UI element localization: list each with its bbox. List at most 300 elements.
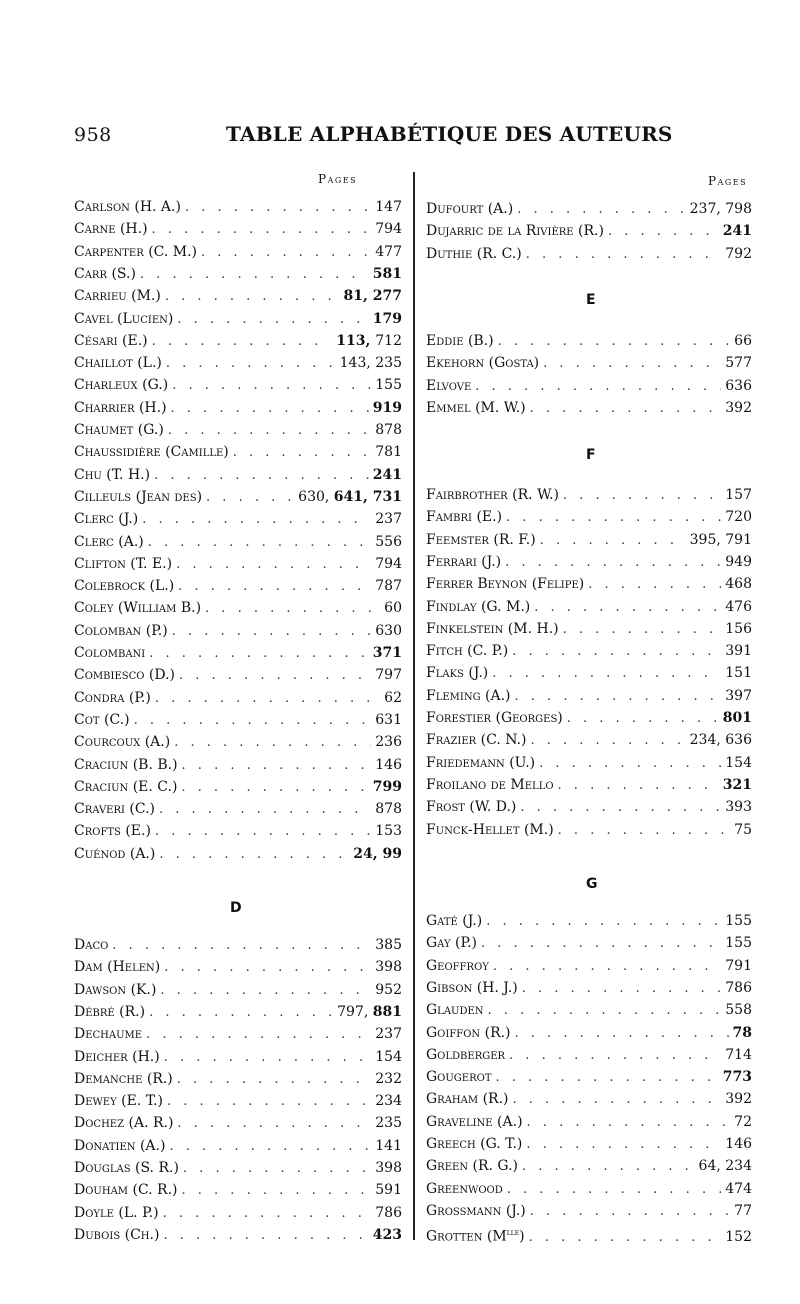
page-ref: 81, — [343, 288, 373, 305]
leader-dots — [507, 1179, 722, 1201]
leader-dots — [201, 242, 371, 264]
page-refs — [375, 664, 402, 686]
index-entry — [74, 374, 402, 396]
author-name: Donatien (A.) — [74, 1137, 166, 1154]
page-ref: 235 — [375, 355, 402, 372]
leader-dots — [496, 1067, 719, 1089]
index-entry — [74, 731, 402, 753]
index-entry — [74, 241, 402, 263]
page-refs — [375, 1068, 402, 1090]
author-name: Finkelstein (M. H.) — [426, 620, 559, 637]
author-name: Clerc (J.) — [74, 511, 139, 528]
index-entry — [426, 529, 752, 551]
index-entry — [74, 1135, 402, 1157]
author-name: Doyle (L. P.) — [74, 1204, 159, 1221]
leader-dots — [112, 935, 371, 957]
index-entry — [426, 1022, 752, 1044]
index-entry — [74, 397, 402, 419]
leader-dots — [522, 1156, 695, 1178]
page-refs — [725, 685, 752, 707]
leader-dots — [142, 509, 371, 531]
page-ref: 773 — [722, 1069, 752, 1086]
page-ref: 630, — [298, 488, 334, 505]
leader-dots — [163, 1225, 368, 1247]
page-ref: 797 — [375, 667, 402, 684]
page-ref: 392 — [725, 399, 752, 416]
leader-dots — [509, 1045, 721, 1067]
page-refs — [375, 419, 402, 441]
author-name: Elvove — [426, 377, 472, 394]
page-refs — [725, 397, 752, 419]
page-refs — [373, 397, 402, 419]
leader-dots — [512, 641, 721, 663]
page-refs — [734, 1111, 752, 1133]
leader-dots — [171, 398, 369, 420]
index-entry — [74, 642, 402, 664]
author-name: Gay (P.) — [426, 935, 478, 952]
leader-dots — [167, 1091, 371, 1113]
page-ref: 393 — [725, 799, 752, 816]
page-refs — [375, 1112, 402, 1134]
page-ref: 468 — [725, 576, 752, 593]
leader-dots — [515, 1023, 729, 1045]
index-entry — [426, 729, 752, 751]
author-name: Demanche (R.) — [74, 1070, 173, 1087]
page-refs — [725, 573, 752, 595]
page-ref: 24, — [353, 845, 383, 862]
author-name: Cilleuls (Jean des) — [74, 488, 203, 505]
page-ref: 878 — [375, 801, 402, 818]
author-name: Frost (W. D.) — [426, 799, 517, 816]
page-refs — [725, 955, 752, 977]
page-refs — [725, 506, 752, 528]
page-refs — [725, 640, 752, 662]
page-ref: 237 — [375, 1026, 402, 1043]
author-name: Funck-Hellet (M.) — [426, 821, 554, 838]
index-entry — [426, 1222, 752, 1244]
index-entry — [426, 397, 752, 419]
page-ref: 72 — [734, 1113, 752, 1130]
author-name: Grotten $(M^{lle})$ — [426, 1228, 525, 1245]
page-ref: 794 — [375, 555, 402, 572]
author-name: Goiffon (R.) — [426, 1024, 511, 1041]
page-ref: 791 — [725, 957, 752, 974]
author-name: Dufourt (A.) — [426, 201, 514, 217]
index-entry — [74, 196, 402, 218]
leader-dots — [155, 688, 380, 710]
author-name: Forestier (Georges) — [426, 710, 563, 726]
page-ref: 397 — [725, 687, 752, 704]
page-ref: 75 — [734, 821, 752, 838]
author-name: Fitch (C. P.) — [426, 643, 509, 660]
leader-dots — [177, 309, 368, 331]
page-ref: 237 — [375, 511, 402, 528]
leader-dots — [177, 1113, 371, 1135]
author-name: Chaumet (G.) — [74, 422, 164, 438]
page-refs — [725, 484, 752, 506]
author-name: Duthie (R. C.) — [426, 245, 522, 262]
index-entry — [74, 597, 402, 619]
index-entry — [74, 1001, 402, 1023]
page-ref: 156 — [725, 620, 752, 637]
page-refs — [375, 553, 402, 575]
leader-dots — [512, 1089, 721, 1111]
index-entry — [74, 798, 402, 820]
page-refs — [375, 1179, 402, 1201]
leader-dots — [178, 576, 371, 598]
index-entry — [426, 596, 752, 618]
index-entry — [74, 1068, 402, 1090]
page-ref: 792 — [725, 245, 752, 262]
leader-dots — [540, 530, 686, 552]
leader-dots — [172, 621, 372, 643]
author-name: Ekehorn (Gosta) — [426, 355, 540, 372]
page-refs — [725, 618, 752, 640]
page-ref: 591 — [375, 1182, 402, 1199]
author-name: Débré (R.) — [74, 1003, 146, 1020]
page-ref: 152 — [725, 1228, 752, 1245]
author-name: Charrier (H.) — [74, 399, 167, 416]
author-name: Dubois (Ch.) — [74, 1226, 160, 1243]
leader-dots — [164, 957, 371, 979]
author-name: Green (R. G.) — [426, 1158, 519, 1175]
author-name: Craciun (B. B.) — [74, 756, 178, 773]
index-entry — [74, 687, 402, 709]
leader-dots — [177, 1069, 371, 1091]
index-entry — [74, 352, 402, 374]
column-divider — [413, 172, 415, 1240]
index-entry — [74, 1046, 402, 1068]
page-ref: 630 — [375, 622, 402, 639]
author-name: Craciun (E. C.) — [74, 778, 178, 795]
page-refs — [375, 754, 402, 776]
page-refs — [725, 1178, 752, 1200]
author-name: Friedemann (U.) — [426, 754, 536, 771]
index-entry — [426, 774, 752, 796]
page-ref: 477 — [375, 243, 402, 260]
index-entry — [74, 1224, 402, 1246]
page-ref: 234, — [689, 732, 726, 749]
page-refs — [725, 352, 752, 374]
page-ref: 147 — [375, 199, 402, 215]
author-name: Gougerot — [426, 1069, 492, 1086]
page-ref: 558 — [725, 1002, 752, 1019]
index-entry — [74, 843, 402, 865]
leader-dots — [506, 507, 721, 529]
left-pages-heading: Pages — [318, 172, 358, 186]
page-ref: 157 — [725, 487, 752, 503]
leader-dots — [154, 465, 369, 487]
author-name: Dam (Helen) — [74, 959, 161, 976]
page-ref: 155 — [725, 913, 752, 929]
page-refs — [723, 774, 752, 796]
author-name: Feemster (R. F.) — [426, 531, 536, 548]
page-refs — [375, 956, 402, 978]
leader-dots — [152, 331, 333, 353]
section-letter-e: E — [586, 292, 596, 308]
leader-dots — [475, 376, 721, 398]
leader-dots — [164, 1047, 372, 1069]
section-letter-f: F — [586, 447, 596, 463]
index-entry — [426, 685, 752, 707]
leader-dots — [515, 686, 722, 708]
page-ref: 712 — [375, 332, 402, 349]
leader-dots — [206, 487, 294, 509]
index-entry — [74, 1090, 402, 1112]
page-ref: 241 — [372, 466, 402, 483]
index-entry — [426, 220, 752, 242]
leader-dots — [182, 1180, 372, 1202]
page-ref: 636 — [725, 732, 752, 749]
leader-dots — [558, 775, 719, 797]
author-name: Dawson (K.) — [74, 981, 157, 998]
leader-dots — [181, 777, 368, 799]
page-ref: 143, — [339, 355, 376, 372]
leader-dots — [488, 1000, 722, 1022]
author-name: Emmel (M. W.) — [426, 399, 526, 416]
page-ref: 791 — [725, 531, 752, 548]
page-ref: 577 — [725, 355, 752, 372]
page-ref: 385 — [375, 937, 402, 953]
leader-dots — [165, 286, 340, 308]
page-refs — [373, 1224, 402, 1246]
index-entry — [74, 441, 402, 463]
author-name: Eddie (B.) — [426, 333, 494, 349]
page-ref: 878 — [375, 422, 402, 438]
page-refs — [375, 1202, 402, 1224]
leader-dots — [486, 911, 721, 933]
page-refs — [725, 551, 752, 573]
section-letter-g: G — [586, 876, 598, 892]
page-ref: 398 — [375, 1160, 402, 1176]
leader-dots — [149, 643, 369, 665]
author-name: Carlson (H. A.) — [74, 199, 181, 215]
page-ref: 64, — [698, 1158, 726, 1175]
leader-dots — [148, 532, 371, 554]
author-name: Cot (C.) — [74, 711, 130, 728]
leader-dots — [517, 199, 685, 221]
page-refs — [344, 285, 402, 307]
page-refs — [375, 620, 402, 642]
leader-dots — [520, 797, 721, 819]
index-entry — [426, 330, 752, 352]
leader-dots — [205, 598, 380, 620]
page-ref: 731 — [372, 488, 402, 505]
author-name: Coley (William B.) — [74, 600, 202, 617]
index-entry — [74, 419, 402, 441]
index-entry — [426, 198, 752, 220]
index-entry — [426, 796, 752, 818]
page-refs — [725, 752, 752, 774]
leader-dots — [539, 753, 721, 775]
page-ref: 154 — [725, 754, 752, 771]
index-entry — [426, 352, 752, 374]
leader-dots — [492, 663, 721, 685]
page-ref: 797, — [337, 1003, 373, 1020]
author-name: Frazier (C. N.) — [426, 732, 527, 749]
page-ref: 786 — [725, 979, 752, 996]
page-ref: 794 — [375, 221, 402, 238]
index-entry — [74, 531, 402, 553]
page-ref: 154 — [375, 1048, 402, 1065]
author-name: Findlay (G. M.) — [426, 598, 531, 615]
page-ref: 799 — [372, 778, 402, 795]
page-refs — [337, 1001, 402, 1023]
leader-dots — [527, 1112, 731, 1134]
author-name: Colomban (P.) — [74, 622, 168, 639]
page-refs — [375, 1023, 402, 1045]
index-entry — [74, 464, 402, 486]
page-ref: 787 — [375, 578, 402, 595]
author-name: Grossmann (J.) — [426, 1202, 526, 1219]
page-ref: 234 — [725, 1158, 752, 1175]
right-pages-heading: Pages — [708, 174, 748, 188]
page-ref: 781 — [375, 444, 402, 461]
page-refs — [690, 729, 752, 751]
page-refs — [375, 218, 402, 240]
author-name: Clifton (T. E.) — [74, 555, 173, 572]
page-ref: 237, — [689, 201, 726, 217]
author-name: Ferrer Beynon (Felipe) — [426, 576, 585, 593]
author-name: Greenwood — [426, 1180, 503, 1197]
page-refs — [725, 910, 752, 932]
index-entry — [426, 484, 752, 506]
index-entry — [74, 330, 402, 352]
author-name: Combiesco (D.) — [74, 667, 175, 684]
leader-dots — [522, 978, 722, 1000]
author-name: Greech (G. T.) — [426, 1136, 523, 1152]
author-name: Graham (R.) — [426, 1091, 509, 1108]
page-refs — [725, 243, 752, 265]
index-entry — [74, 308, 402, 330]
leader-dots — [146, 1024, 371, 1046]
page-refs — [375, 575, 402, 597]
author-name: Goldberger — [426, 1046, 506, 1063]
page-refs — [699, 1155, 752, 1177]
page-refs — [725, 1133, 752, 1155]
author-name: Colebrock (L.) — [74, 578, 175, 595]
index-entry — [426, 977, 752, 999]
page-ref: 66 — [734, 333, 752, 349]
index-entry — [426, 819, 752, 841]
leader-dots — [182, 755, 372, 777]
page-ref: 636 — [725, 377, 752, 394]
leader-dots — [160, 980, 371, 1002]
index-entry — [74, 956, 402, 978]
page-refs — [375, 934, 402, 956]
index-entry — [74, 820, 402, 842]
index-entry — [426, 932, 752, 954]
page-ref: 474 — [725, 1180, 752, 1197]
index-entry — [426, 506, 752, 528]
page-refs — [375, 798, 402, 820]
index-entry — [74, 1023, 402, 1045]
author-name: Cavel (Lucien) — [74, 310, 174, 327]
author-name: Colombani — [74, 645, 146, 661]
page-refs — [384, 687, 402, 709]
page-ref: 234 — [375, 1093, 402, 1110]
leader-dots — [179, 665, 371, 687]
page-ref: 146 — [725, 1136, 752, 1152]
author-name: Chaillot (L.) — [74, 355, 162, 372]
leader-dots — [233, 442, 372, 464]
author-name: Crofts (E.) — [74, 823, 151, 840]
page-refs — [336, 330, 402, 352]
page-ref: 556 — [375, 533, 402, 550]
page-refs — [725, 596, 752, 618]
author-name: Froilano de Mello — [426, 776, 554, 793]
author-name: Dechaume — [74, 1026, 143, 1043]
leader-dots — [140, 264, 369, 286]
page-refs — [375, 1135, 402, 1157]
index-entry — [426, 662, 752, 684]
author-name: Fairbrother (R. W.) — [426, 487, 559, 503]
index-entry — [74, 754, 402, 776]
index-entry — [426, 1155, 752, 1177]
index-entry — [74, 1112, 402, 1134]
page-ref: 155 — [725, 935, 752, 952]
leader-dots — [530, 398, 722, 420]
page-refs — [375, 374, 402, 396]
page-refs — [375, 241, 402, 263]
page-refs — [725, 1088, 752, 1110]
page-refs — [734, 819, 752, 841]
index-entry — [74, 709, 402, 731]
page-ref: 952 — [375, 981, 402, 998]
page-ref: 398 — [375, 959, 402, 976]
index-entry — [74, 553, 402, 575]
page-ref: 919 — [372, 399, 402, 416]
leader-dots — [530, 730, 685, 752]
page-refs — [340, 352, 402, 374]
leader-dots — [529, 1227, 722, 1249]
page-refs — [373, 263, 402, 285]
leader-dots — [152, 219, 372, 241]
author-name: Courcoux (A.) — [74, 734, 171, 751]
page-refs — [375, 979, 402, 1001]
page-ref: 235 — [375, 1115, 402, 1132]
page-refs — [725, 1226, 752, 1248]
leader-dots — [134, 710, 372, 732]
page-refs — [375, 1157, 402, 1179]
index-entry — [74, 979, 402, 1001]
page-refs — [725, 796, 752, 818]
leader-dots — [185, 197, 371, 219]
leader-dots — [543, 353, 721, 375]
author-name: Flaks (J.) — [426, 665, 489, 682]
page-ref: 798 — [725, 201, 752, 217]
section-letter-d: D — [230, 900, 242, 916]
index-entry — [426, 551, 752, 573]
page-ref: 62 — [384, 689, 402, 706]
index-entry — [74, 486, 402, 508]
page-ref: 151 — [725, 665, 752, 682]
page-ref: 78 — [732, 1024, 752, 1041]
page-ref: 395, — [689, 531, 726, 548]
index-entry — [74, 776, 402, 798]
leader-dots — [567, 708, 719, 730]
index-entry — [74, 263, 402, 285]
leader-dots — [608, 221, 719, 243]
page-refs — [723, 707, 752, 729]
page-ref: 371 — [372, 645, 402, 661]
page-refs — [375, 441, 402, 463]
page-ref: 641, — [333, 488, 373, 505]
index-entry — [74, 1179, 402, 1201]
page-refs — [723, 1066, 752, 1088]
index-entry — [74, 664, 402, 686]
leader-dots — [149, 1002, 333, 1024]
